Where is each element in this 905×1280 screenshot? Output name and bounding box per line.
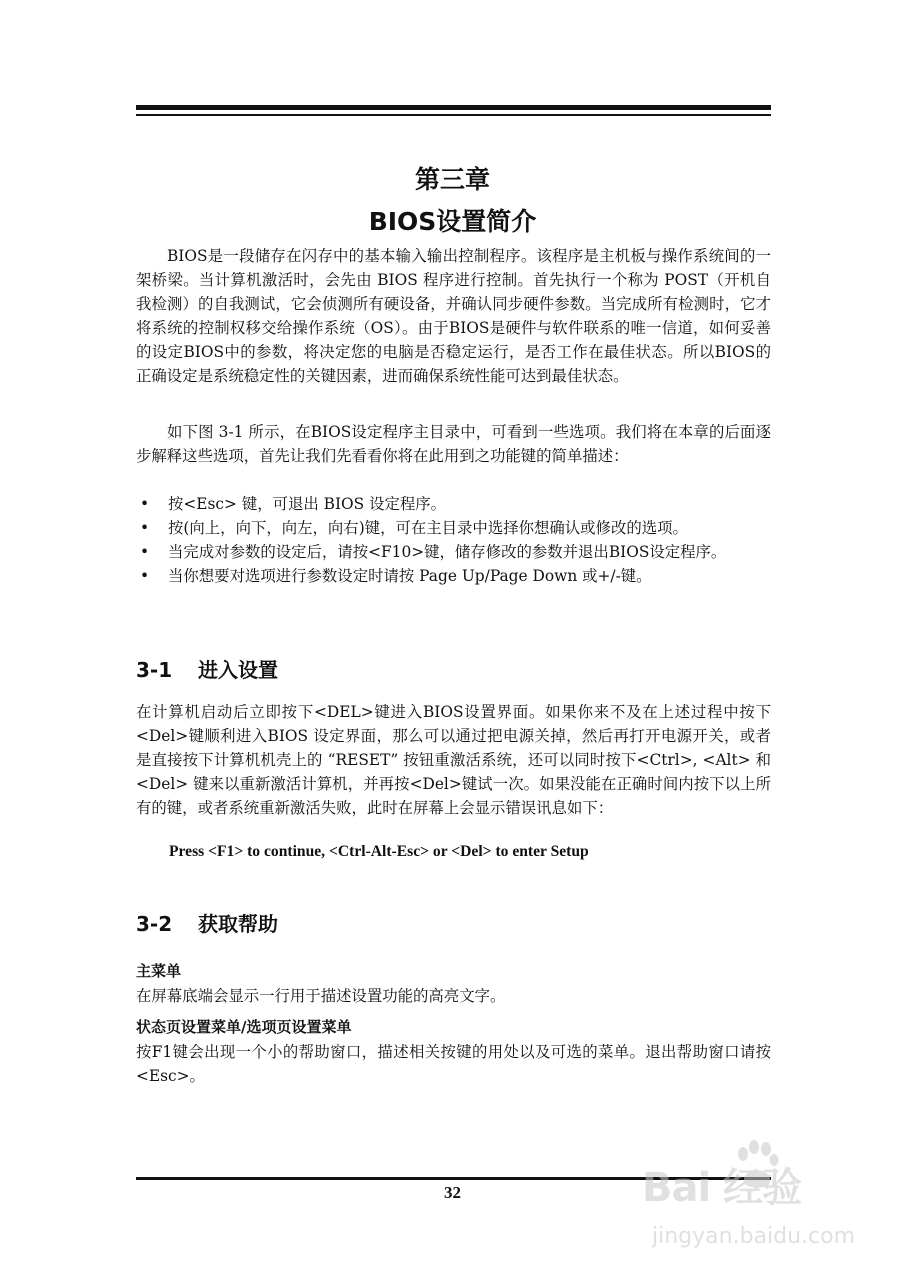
header-rule-thin <box>136 114 771 116</box>
status-menu-paragraph <box>136 1040 771 1088</box>
chapter-heading: 第三章 <box>414 165 490 194</box>
list-item: • 按<Esc> 键，可退出 BIOS 设定程序。 <box>136 492 771 516</box>
bullet-icon: • <box>140 519 150 537</box>
bullet-icon: • <box>140 567 150 585</box>
page-number: 32 <box>444 1183 461 1202</box>
section-heading-get-help <box>136 908 278 937</box>
watermark-brand: Bai 经验 <box>642 1165 802 1211</box>
list-item: • 按(向上，向下，向左，向右)键，可在主目录中选择你想确认或修改的选项。 <box>136 516 771 540</box>
subheading-status-menu: 状态页设置菜单/选项页设置菜单 <box>136 1018 352 1036</box>
bullet-icon: • <box>140 543 150 561</box>
enter-setup-paragraph <box>136 700 771 820</box>
intro-paragraph <box>136 244 771 388</box>
bullet-icon: • <box>140 495 150 513</box>
list-item: • 当完成对参数的设定后，请按<F10>键，储存修改的参数并退出BIOS设定程序。 <box>136 540 771 564</box>
watermark-url: jingyan.baidu.com <box>652 1224 856 1249</box>
page-title: BIOS设置简介 <box>368 207 537 236</box>
section-number: 3-2 <box>136 912 173 936</box>
baidu-watermark <box>642 1138 892 1268</box>
section-number: 3-1 <box>136 658 173 682</box>
intro2-paragraph <box>136 420 771 468</box>
list-item: • 当你想要对选项进行参数设定时请按 Page Up/Page Down 或+/-键。 <box>136 564 771 588</box>
section-heading-enter-setup <box>136 654 278 683</box>
enter-setup-text: 在计算机启动后立即按下<DEL>键进入BIOS设置界面。如果你来不及在上述过程中按下<Del>键顺利进入BIOS 设定界面，那么可以通过把电源关掉，然后再打开电源开关，或者是直接按下计算机机壳上的 “RESET” 按钮重激活系统，还可以同时按下<Ctrl>, <Alt> 和<Del> 键来以重新激活计算机，并再按<Del>键试一次。如果没能在正确时间内按下以上所有的键，或者系统重新激活失败，此时在屏幕上会显示错误讯息如下： <box>136 703 771 817</box>
header-rule-thick <box>136 105 771 110</box>
section-title: 获取帮助 <box>198 912 278 936</box>
status-menu-text: 按F1键会出现一个小的帮助窗口，描述相关按键的用处以及可选的菜单。退出帮助窗口请按<Esc>。 <box>136 1043 771 1085</box>
main-menu-text: 在屏幕底端会显示一行用于描述设置功能的高亮文字。 <box>136 987 506 1005</box>
key-list <box>136 492 771 588</box>
setup-command-line: Press <F1> to continue, <Ctrl-Alt-Esc> or <Del> to enter Setup <box>169 843 589 860</box>
main-menu-paragraph <box>136 984 771 1008</box>
intro2-text: 如下图 3-1 所示，在BIOS设定程序主目录中，可看到一些选项。我们将在本章的后面逐步解释这些选项，首先让我们先看看你将在此用到之功能键的简单描述： <box>136 423 771 465</box>
intro-text: BIOS是一段储存在闪存中的基本输入输出控制程序。该程序是主机板与操作系统间的一架桥梁。当计算机激活时，会先由 BIOS 程序进行控制。首先执行一个称为 POST（开机自我检测）的自我测试，它会侦测所有硬设备，并确认同步硬件参数。当完成所有检测时，它才将系统的控制权移交给操作系统（OS）。由于BIOS是硬件与软件联系的唯一信道，如何妥善的设定BIOS中的参数，将决定您的电脑是否稳定运行，是否工作在最佳状态。所以BIOS的正确设定是系统稳定性的关键因素，进而确保系统性能可达到最佳状态。 <box>136 247 771 385</box>
subheading-main-menu: 主菜单 <box>136 962 182 980</box>
section-title: 进入设置 <box>198 658 278 682</box>
